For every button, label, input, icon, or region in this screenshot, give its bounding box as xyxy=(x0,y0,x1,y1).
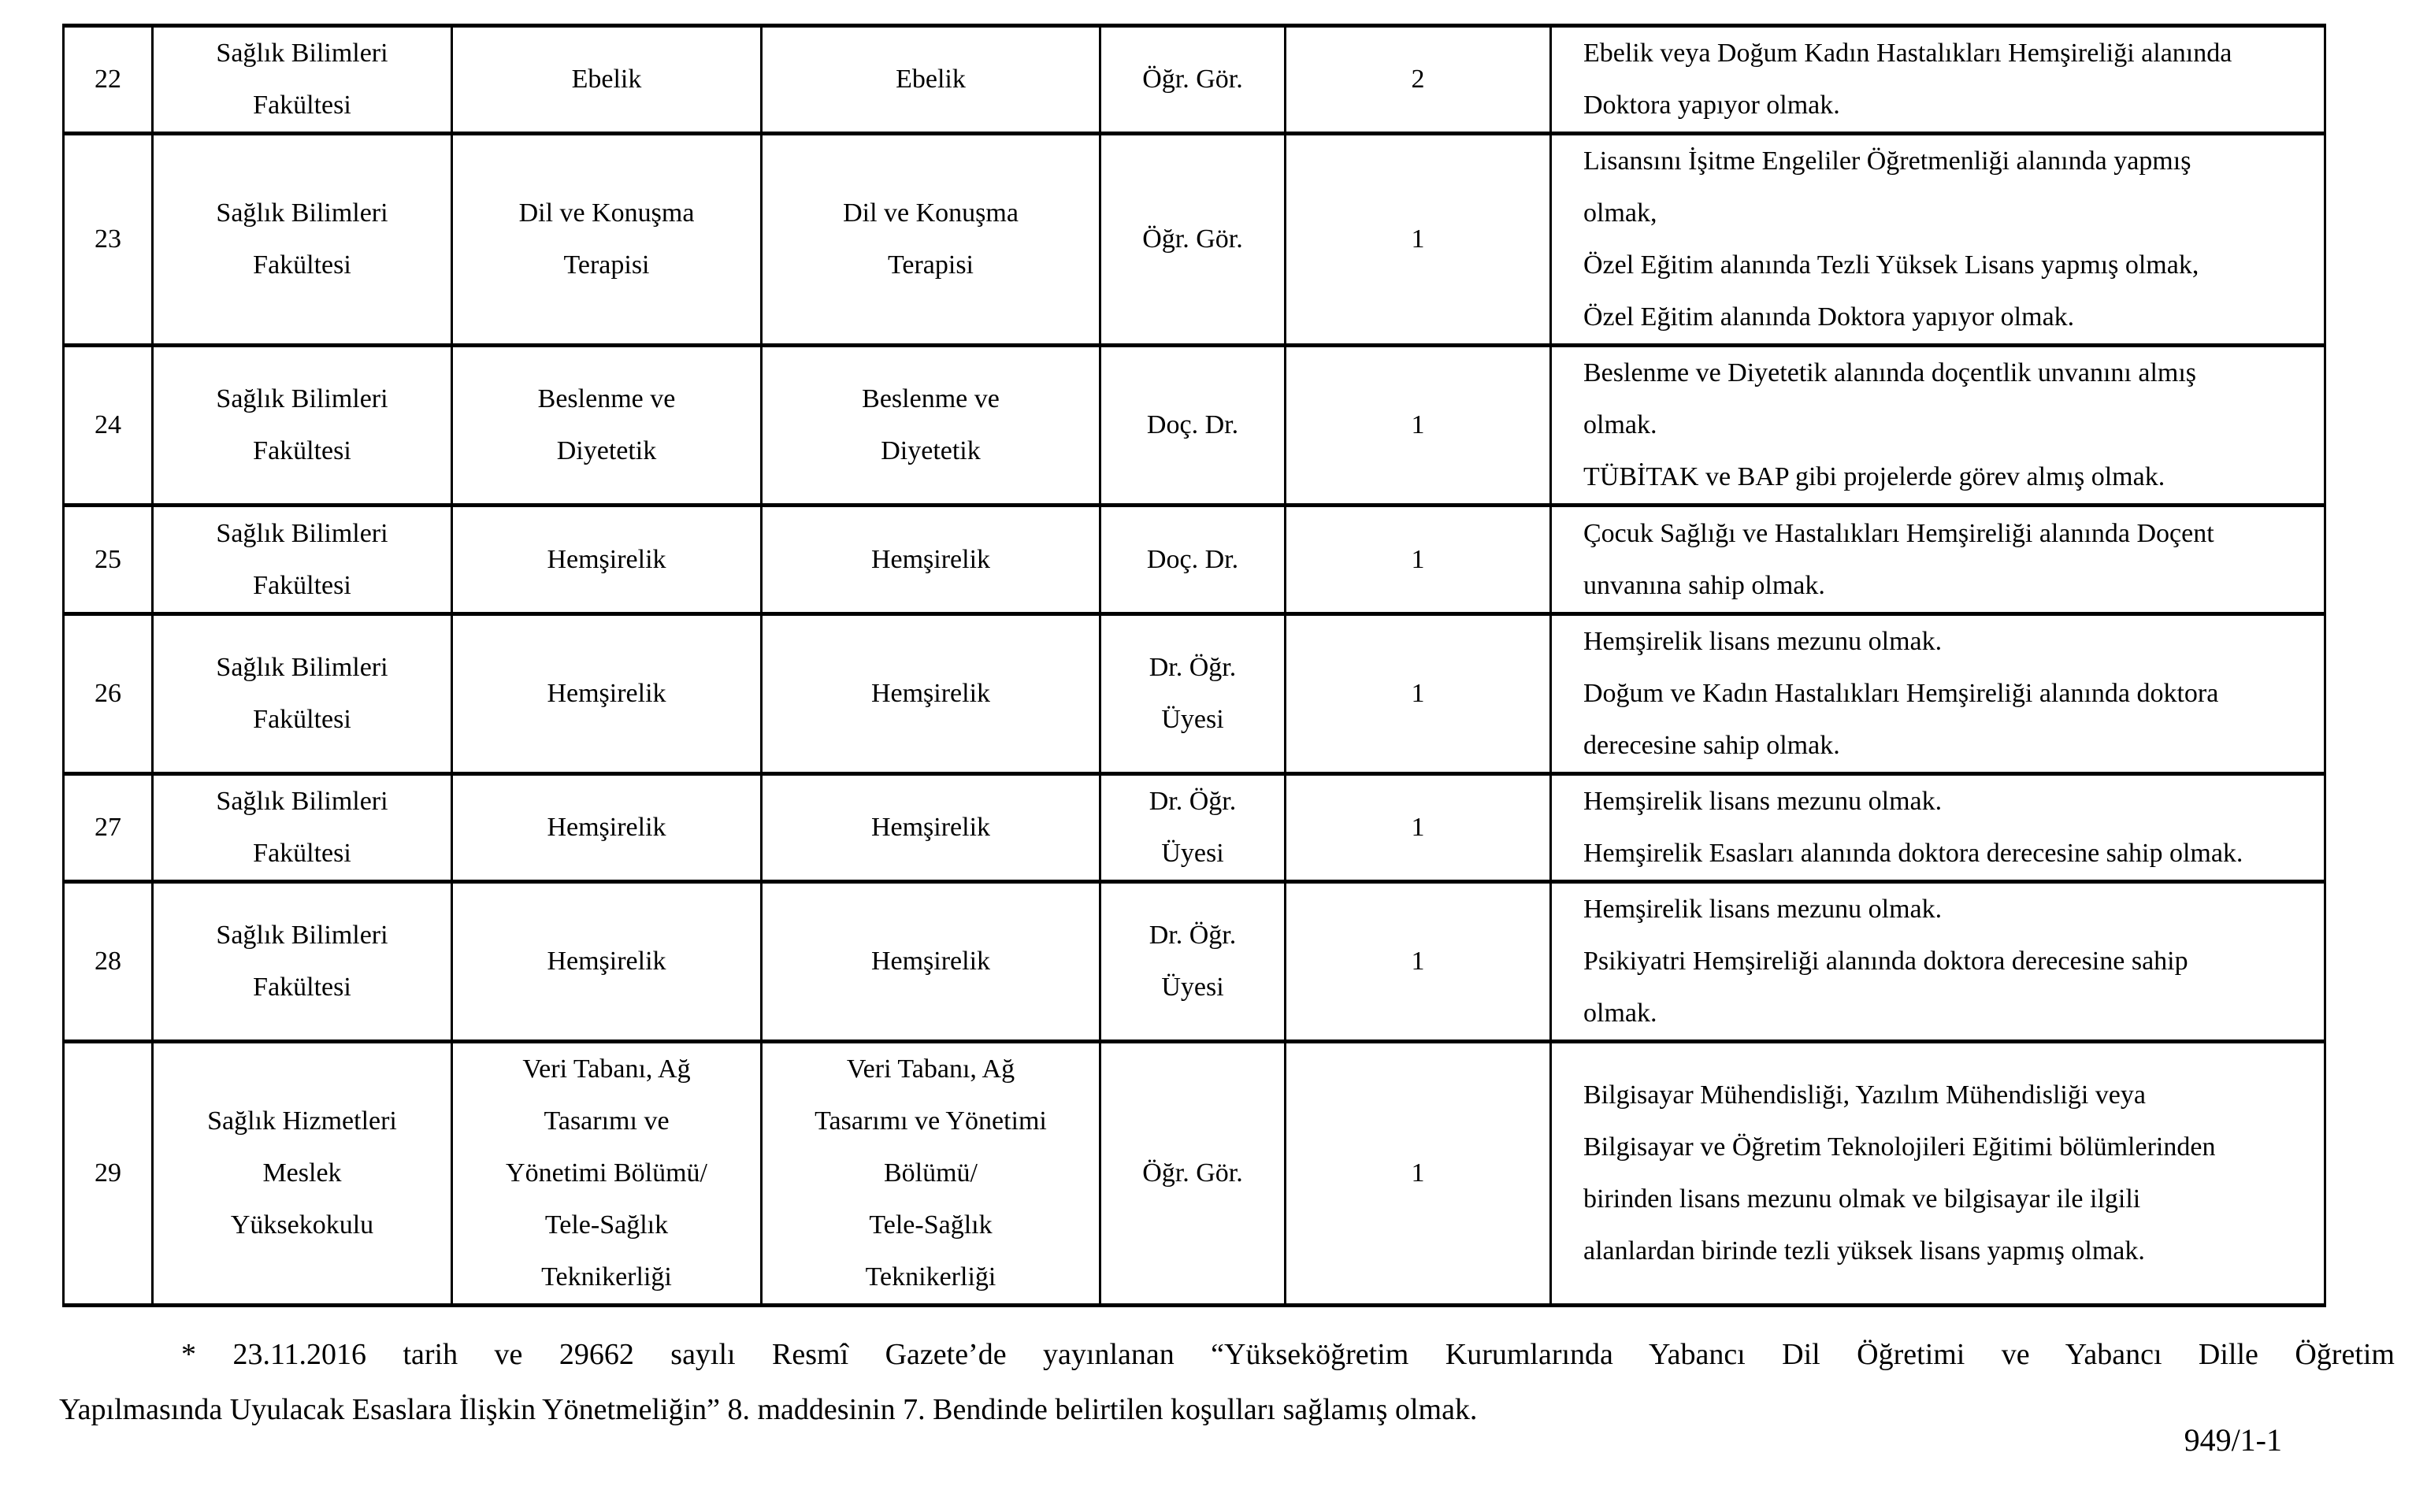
faculty-cell-line: Sağlık Bilimleri xyxy=(216,653,388,682)
page-reference-number: 949/1-1 xyxy=(2184,1422,2282,1458)
program-cell-line: Bölümü/ xyxy=(883,1158,978,1188)
requirements-cell-line: unvanına sahip olmak. xyxy=(1583,570,1825,600)
faculty-cell-line: Sağlık Bilimleri xyxy=(216,198,388,228)
department-cell-line: Tele-Sağlık xyxy=(544,1210,669,1240)
academic-title-cell-line: Üyesi xyxy=(1161,705,1224,734)
faculty-cell xyxy=(153,774,452,882)
table-row xyxy=(64,506,2325,614)
faculty-cell-line: Meslek xyxy=(262,1158,342,1188)
program-cell xyxy=(762,134,1100,346)
table-row xyxy=(64,134,2325,346)
department-cell xyxy=(452,346,762,506)
department-cell xyxy=(452,1042,762,1306)
table-row xyxy=(64,1042,2325,1306)
requirements-cell-line: Hemşirelik lisans mezunu olmak. xyxy=(1583,895,1943,924)
table-row xyxy=(64,346,2325,506)
academic-title-cell-line: Dr. Öğr. xyxy=(1149,787,1237,816)
faculty-cell-line: Fakültesi xyxy=(253,705,351,734)
faculty-cell-line: Yüksekokulu xyxy=(230,1210,374,1240)
position-count-cell: 1 xyxy=(1286,774,1551,882)
faculty-cell-line: Fakültesi xyxy=(253,973,351,1002)
department-cell xyxy=(452,506,762,614)
requirements-cell-line: derecesine sahip olmak. xyxy=(1583,731,1840,760)
requirements-cell-line: Hemşirelik lisans mezunu olmak. xyxy=(1583,787,1943,816)
faculty-cell xyxy=(153,346,452,506)
program-cell-line: Tele-Sağlık xyxy=(869,1210,993,1240)
requirements-cell xyxy=(1551,1042,2325,1306)
department-cell-line: Yönetimi Bölümü/ xyxy=(506,1158,707,1188)
table-body xyxy=(64,26,2325,1306)
requirements-cell-line: Bilgisayar ve Öğretim Teknolojileri Eğitimi bölümlerinden xyxy=(1583,1132,2216,1162)
position-count-cell: 1 xyxy=(1286,882,1551,1042)
department-cell-line: Teknikerliği xyxy=(541,1262,672,1292)
program-cell xyxy=(762,614,1100,774)
table-row xyxy=(64,882,2325,1042)
faculty-cell-line: Sağlık Bilimleri xyxy=(216,787,388,816)
faculty-cell-line: Sağlık Bilimleri xyxy=(216,518,388,548)
academic-title-cell-line: Öğr. Gör. xyxy=(1142,65,1243,94)
faculty-cell xyxy=(153,26,452,134)
academic-title-cell-line: Öğr. Gör. xyxy=(1142,1158,1243,1188)
department-cell-line: Terapisi xyxy=(563,250,650,280)
position-count-cell: 1 xyxy=(1286,614,1551,774)
department-cell-line: Hemşirelik xyxy=(547,679,666,708)
requirements-cell xyxy=(1551,614,2325,774)
requirements-cell xyxy=(1551,134,2325,346)
requirements-cell-line: Psikiyatri Hemşireliği alanında doktora derecesine sahip xyxy=(1583,947,2188,976)
row-number-cell: 28 xyxy=(64,882,153,1042)
academic-title-cell xyxy=(1100,882,1286,1042)
requirements-cell-line: Bilgisayar Mühendisliği, Yazılım Mühendisliği veya xyxy=(1583,1080,2146,1110)
requirements-cell-line: alanlardan birinde tezli yüksek lisans yapmış olmak. xyxy=(1583,1236,2145,1266)
requirements-cell-line: Ebelik veya Doğum Kadın Hastalıkları Hemşireliği alanında xyxy=(1583,39,2232,68)
requirements-cell-line: birinden lisans mezunu olmak ve bilgisayar ile ilgili xyxy=(1583,1184,2141,1214)
table-row xyxy=(64,774,2325,882)
program-cell xyxy=(762,26,1100,134)
academic-title-cell-line: Öğr. Gör. xyxy=(1142,224,1243,254)
faculty-cell-line: Fakültesi xyxy=(253,91,351,120)
footnote-line-2: Yapılmasında Uyulacak Esaslara İlişkin Yönetmeliğin” 8. maddesinin 7. Bendinde belirtilen koşulları sağlamış olmak. xyxy=(59,1393,1478,1426)
faculty-cell-line: Sağlık Bilimleri xyxy=(216,39,388,68)
department-cell-line: Hemşirelik xyxy=(547,947,666,976)
faculty-cell-line: Sağlık Bilimleri xyxy=(216,921,388,950)
academic-title-cell xyxy=(1100,774,1286,882)
program-cell-line: Veri Tabanı, Ağ xyxy=(846,1054,1015,1084)
faculty-cell xyxy=(153,614,452,774)
academic-title-cell xyxy=(1100,614,1286,774)
department-cell-line: Tasarımı ve xyxy=(544,1106,670,1136)
requirements-cell-line: olmak. xyxy=(1583,410,1657,439)
department-cell xyxy=(452,134,762,346)
requirements-cell-line: Doğum ve Kadın Hastalıkları Hemşireliği alanında doktora xyxy=(1583,679,2219,708)
row-number-cell: 24 xyxy=(64,346,153,506)
requirements-cell-line: Hemşirelik lisans mezunu olmak. xyxy=(1583,627,1943,656)
row-number-cell: 23 xyxy=(64,134,153,346)
requirements-cell xyxy=(1551,26,2325,134)
program-cell xyxy=(762,506,1100,614)
requirements-cell-line: TÜBİTAK ve BAP gibi projelerde görev almış olmak. xyxy=(1583,462,2165,491)
academic-title-cell xyxy=(1100,26,1286,134)
department-cell-line: Hemşirelik xyxy=(547,813,666,842)
requirements-cell-line: olmak. xyxy=(1583,999,1657,1028)
position-count-cell: 2 xyxy=(1286,26,1551,134)
position-count-cell: 1 xyxy=(1286,1042,1551,1306)
requirements-cell-line: Hemşirelik Esasları alanında doktora derecesine sahip olmak. xyxy=(1583,839,2243,868)
table-row xyxy=(64,26,2325,134)
requirements-cell xyxy=(1551,774,2325,882)
department-cell-line: Veri Tabanı, Ağ xyxy=(522,1054,691,1084)
department-cell xyxy=(452,26,762,134)
footnote-line-1: * 23.11.2016 tarih ve 29662 sayılı Resmî Gazete’de yayınlanan “Yükseköğretim Kurumlarında Yabancı Dil Öğretimi ve Yabancı Dille Öğretim xyxy=(181,1338,2395,1371)
row-number-cell: 29 xyxy=(64,1042,153,1306)
requirements-cell-line: Özel Eğitim alanında Tezli Yüksek Lisans yapmış olmak, xyxy=(1583,250,2199,280)
program-cell-line: Beslenme ve xyxy=(862,384,1000,413)
academic-title-cell-line: Doç. Dr. xyxy=(1146,410,1239,439)
row-number-cell: 27 xyxy=(64,774,153,882)
position-count-cell: 1 xyxy=(1286,134,1551,346)
requirements-cell-line: Doktora yapıyor olmak. xyxy=(1583,91,1840,120)
academic-vacancy-table xyxy=(62,24,2326,1307)
department-cell-line: Beslenme ve xyxy=(537,384,676,413)
row-number-cell: 22 xyxy=(64,26,153,134)
requirements-cell xyxy=(1551,346,2325,506)
table-row xyxy=(64,614,2325,774)
position-count-cell: 1 xyxy=(1286,346,1551,506)
requirements-cell-line: olmak, xyxy=(1583,198,1657,228)
program-cell-line: Hemşirelik xyxy=(870,679,991,708)
faculty-cell-line: Fakültesi xyxy=(253,250,351,280)
program-cell-line: Hemşirelik xyxy=(870,544,991,574)
academic-title-cell-line: Üyesi xyxy=(1161,839,1224,868)
position-count-cell: 1 xyxy=(1286,506,1551,614)
academic-title-cell xyxy=(1100,346,1286,506)
program-cell xyxy=(762,1042,1100,1306)
program-cell-line: Terapisi xyxy=(887,250,974,280)
program-cell-line: Hemşirelik xyxy=(870,813,991,842)
department-cell-line: Hemşirelik xyxy=(547,544,666,574)
program-cell xyxy=(762,774,1100,882)
academic-title-cell xyxy=(1100,1042,1286,1306)
row-number-cell: 26 xyxy=(64,614,153,774)
faculty-cell-line: Fakültesi xyxy=(253,839,351,868)
program-cell-line: Diyetetik xyxy=(881,436,981,465)
program-cell-line: Hemşirelik xyxy=(870,947,991,976)
department-cell-line: Dil ve Konuşma xyxy=(518,198,695,228)
requirements-cell-line: Çocuk Sağlığı ve Hastalıkları Hemşireliği alanında Doçent xyxy=(1583,518,2214,548)
requirements-cell-line: Lisansını İşitme Engeliler Öğretmenliği alanında yapmış xyxy=(1583,146,2191,176)
requirements-cell xyxy=(1551,506,2325,614)
academic-title-cell-line: Doç. Dr. xyxy=(1146,544,1239,574)
program-cell-line: Ebelik xyxy=(896,65,966,94)
faculty-cell xyxy=(153,134,452,346)
academic-title-cell-line: Dr. Öğr. xyxy=(1149,921,1237,950)
footnote xyxy=(59,1327,2395,1437)
requirements-cell xyxy=(1551,882,2325,1042)
department-cell xyxy=(452,614,762,774)
department-cell xyxy=(452,774,762,882)
faculty-cell-line: Sağlık Hizmetleri xyxy=(207,1106,397,1136)
department-cell-line: Diyetetik xyxy=(556,436,657,465)
faculty-cell xyxy=(153,506,452,614)
requirements-cell-line: Beslenme ve Diyetetik alanında doçentlik unvanını almış xyxy=(1583,358,2197,387)
program-cell xyxy=(762,346,1100,506)
faculty-cell-line: Fakültesi xyxy=(253,436,351,465)
program-cell xyxy=(762,882,1100,1042)
faculty-cell-line: Sağlık Bilimleri xyxy=(216,384,388,413)
department-cell-line: Ebelik xyxy=(571,65,642,94)
academic-title-cell xyxy=(1100,134,1286,346)
program-cell-line: Dil ve Konuşma xyxy=(843,198,1019,228)
faculty-cell xyxy=(153,1042,452,1306)
requirements-cell-line: Özel Eğitim alanında Doktora yapıyor olmak. xyxy=(1583,302,2075,332)
row-number-cell: 25 xyxy=(64,506,153,614)
program-cell-line: Tasarımı ve Yönetimi xyxy=(815,1106,1047,1136)
academic-title-cell-line: Dr. Öğr. xyxy=(1149,653,1237,682)
academic-title-cell-line: Üyesi xyxy=(1161,973,1224,1002)
academic-title-cell xyxy=(1100,506,1286,614)
faculty-cell xyxy=(153,882,452,1042)
program-cell-line: Teknikerliği xyxy=(865,1262,996,1292)
department-cell xyxy=(452,882,762,1042)
faculty-cell-line: Fakültesi xyxy=(253,570,351,600)
